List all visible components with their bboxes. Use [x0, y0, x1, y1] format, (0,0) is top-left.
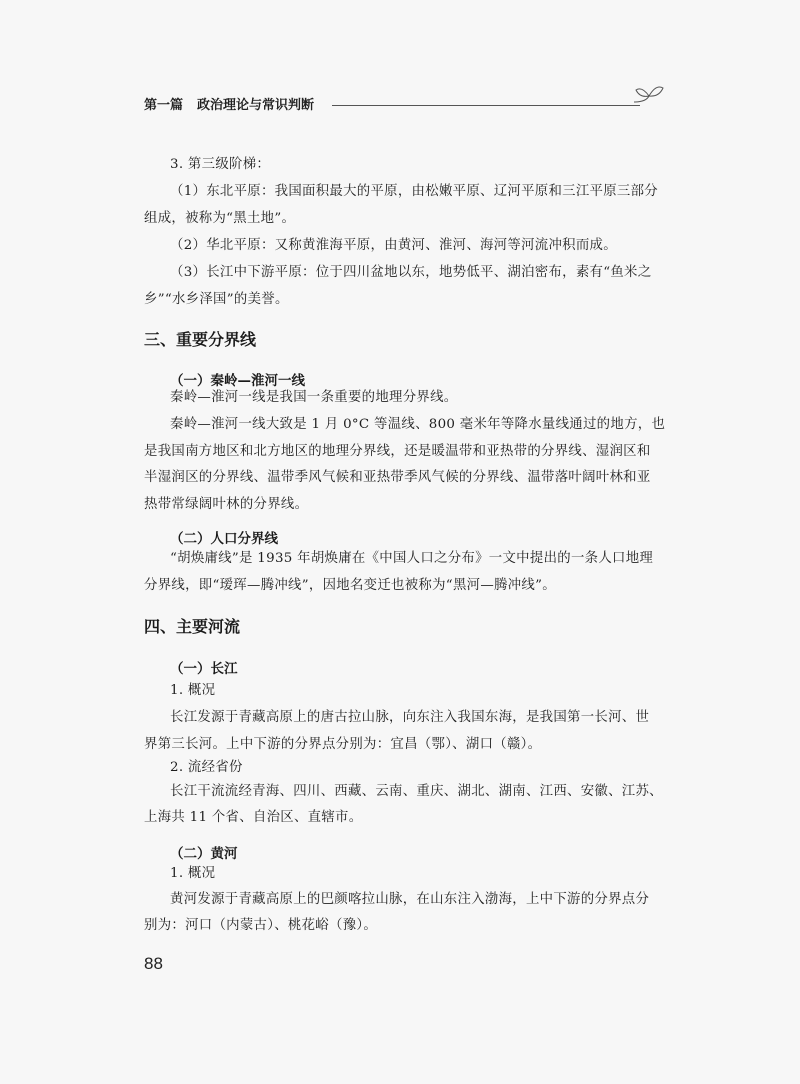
section-heading: 三、重要分界线 [144, 330, 257, 349]
subsection-heading: （二）黄河 [170, 846, 238, 862]
text-line: 乡”“水乡泽国”的美誉。 [144, 292, 289, 307]
text-line: （3）长江中下游平原：位于四川盆地以东，地势低平、湖泊密布，素有“鱼米之 [170, 265, 652, 280]
text-line: 长江干流流经青海、四川、西藏、云南、重庆、湖北、湖南、江西、安徽、江苏、 [170, 784, 663, 799]
text-line: 1. 概况 [170, 866, 216, 881]
text-line: （1）东北平原：我国面积最大的平原，由松嫩平原、辽河平原和三江平原三部分 [170, 184, 658, 199]
text-line: （2）华北平原：又称黄淮海平原，由黄河、淮河、海河等河流冲积而成。 [170, 238, 617, 253]
text-line: 黄河发源于青藏高原上的巴颜喀拉山脉，在山东注入渤海，上中下游的分界点分 [170, 892, 650, 907]
text-line: 3. 第三级阶梯： [170, 157, 271, 172]
subsection-heading: （一）长江 [170, 661, 238, 677]
text-line: 热带常绿阔叶林的分界线。 [144, 497, 309, 512]
text-line: 半湿润区的分界线、温带季风气候和亚热带季风气候的分界线、温带落叶阔叶林和亚 [144, 470, 651, 485]
text-line: 组成，被称为“黑土地”。 [144, 211, 296, 226]
text-line: “胡焕庸线”是 1935 年胡焕庸在《中国人口之分布》一文中提出的一条人口地理 [170, 551, 654, 566]
text-line: 别为：河口（内蒙古）、桃花峪（豫）。 [144, 918, 378, 933]
header-rule [332, 105, 640, 106]
page-number: 88 [144, 954, 163, 973]
text-line: 长江发源于青藏高原上的唐古拉山脉，向东注入我国东海，是我国第一长河、世 [170, 710, 650, 725]
text-line: 2. 流经省份 [170, 760, 243, 775]
text-line: 界第三长河。上中下游的分界点分别为：宜昌（鄂）、湖口（赣）。 [144, 737, 542, 752]
running-header [144, 92, 664, 116]
text-line: 1. 概况 [170, 683, 216, 698]
text-line: 上海共 11 个省、自治区、直辖市。 [144, 810, 363, 825]
subsection-heading: （一）秦岭—淮河一线 [170, 373, 305, 389]
header-chapter: 第一篇 政治理论与常识判断 [144, 98, 315, 113]
section-heading: 四、主要河流 [144, 617, 241, 636]
sprout-icon [634, 84, 664, 108]
subsection-heading: （二）人口分界线 [170, 531, 278, 547]
text-line: 分界线，即“瑷珲—腾冲线”，因地名变迁也被称为“黑河—腾冲线”。 [144, 578, 556, 593]
text-line: 是我国南方地区和北方地区的地理分界线，还是暖温带和亚热带的分界线、湿润区和 [144, 444, 651, 459]
text-line: 秦岭—淮河一线大致是 1 月 0°C 等温线、800 毫米年等降水量线通过的地方，也 [170, 417, 666, 432]
text-line: 秦岭—淮河一线是我国一条重要的地理分界线。 [170, 390, 458, 405]
